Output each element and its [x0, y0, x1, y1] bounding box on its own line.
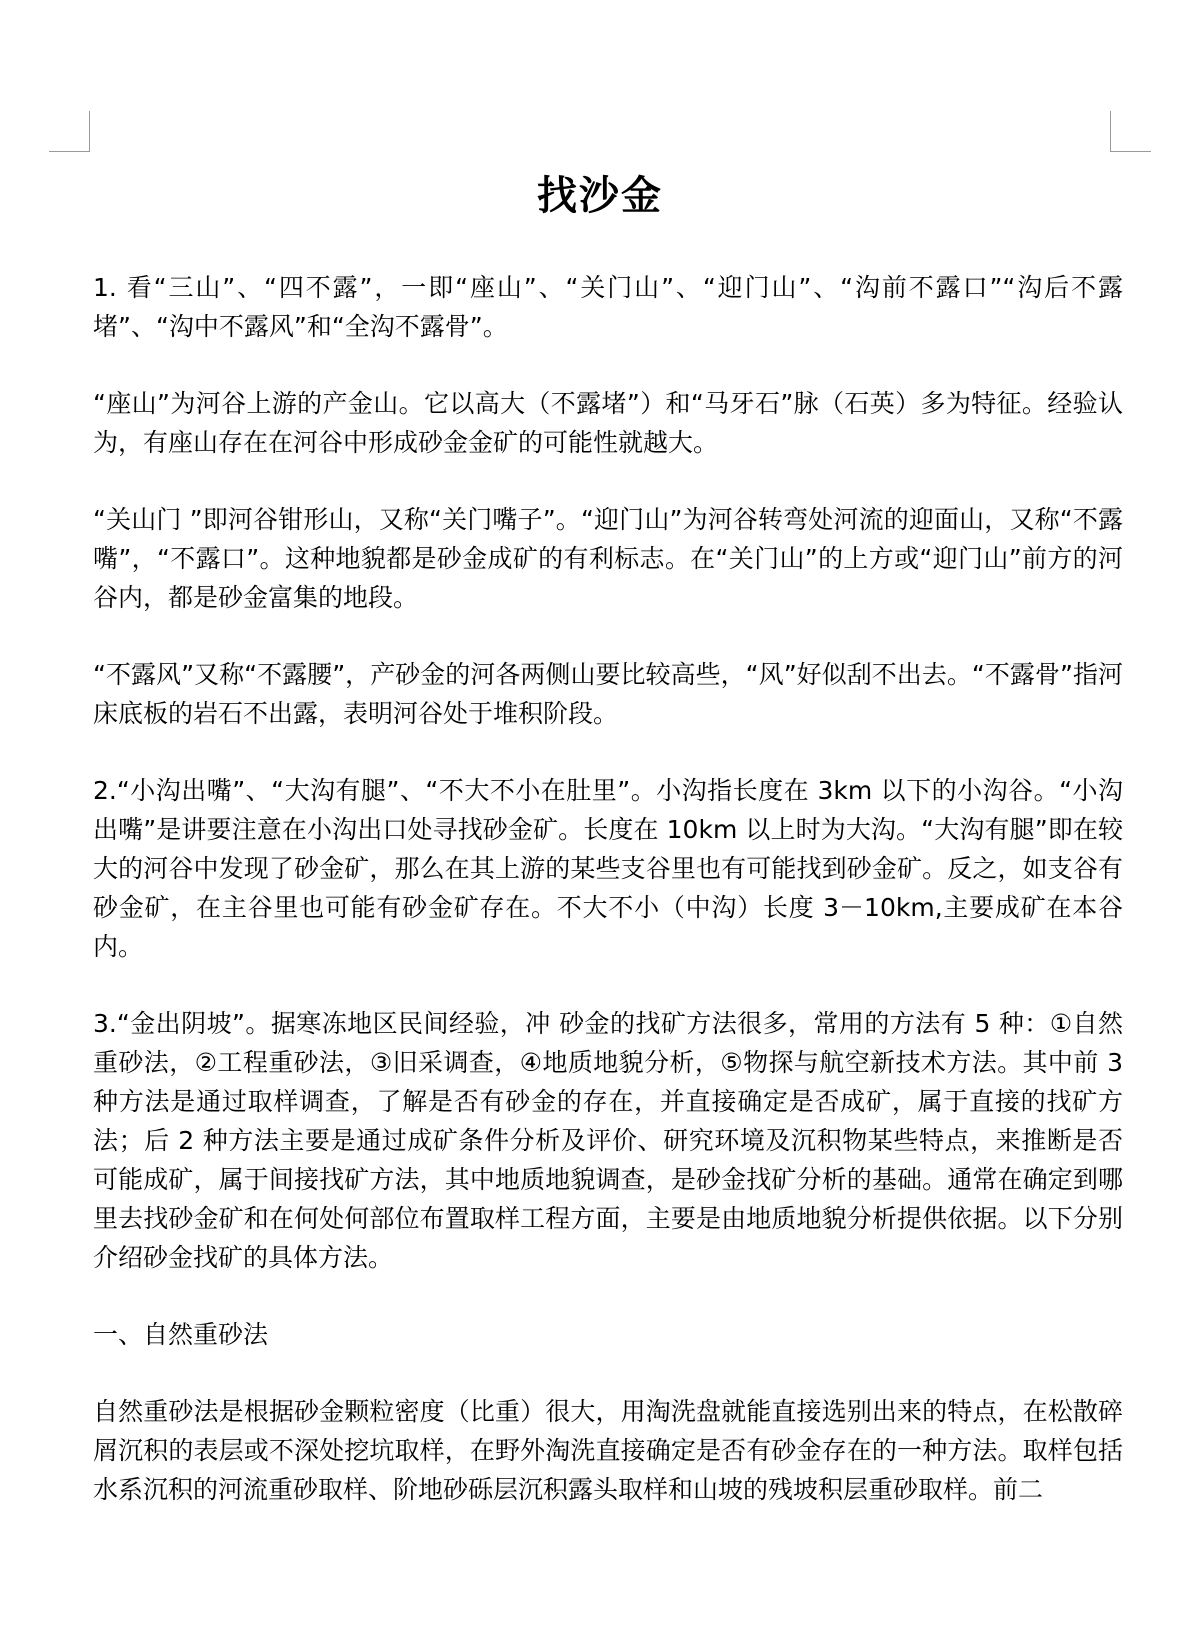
top-right-margin-marker [1110, 111, 1151, 152]
document-title: 找沙金 [537, 172, 663, 219]
paragraph-4: “不露风”又称“不露腰”，产砂金的河各两侧山要比较高些，“风”好似刮不出去。“不露骨”指河床底板的岩石不出露，表明河谷处于堆积阶段。 [93, 660, 1123, 728]
paragraph-6: 3.“金出阴坡”。据寒冻地区民间经验，冲 砂金的找矿方法很多，常用的方法有 5 种：①自然重砂法，②工程重砂法，③旧采调查，④地质地貌分析，⑤物探与航空新技术方法。其中前 3 种方法是通过取样调查，了解是否有砂金的存在，并直接确定是否成矿，属于直接的找矿方法；后 2 种方法主要是通过成矿条件分析及评价、研究环境及沉积物某些特点，来推断是否可能成矿，属于间接找矿方法，其中地质地貌调查，是砂金找矿分析的基础。通常在确定到哪里去找砂金矿和在何处何部位布置取样工程方面，主要是由地质地貌分析提供依据。以下分别介绍砂金找矿的具体方法。 [93, 1009, 1123, 1272]
paragraph-1: 1. 看“三山”、“四不露”，一即“座山”、“关门山”、“迎门山”、“沟前不露口”“沟后不露堵”、“沟中不露风”和“全沟不露骨”。 [93, 273, 1123, 341]
paragraph-3: “关山门 ”即河谷钳形山，又称“关门嘴子”。“迎门山”为河谷转弯处河流的迎面山，又称“不露嘴”，“不露口”。这种地貌都是砂金成矿的有利标志。在“关门山”的上方或“迎门山”前方的河谷内，都是砂金富集的地段。 [93, 505, 1123, 612]
document-body [93, 268, 1123, 1509]
paragraph-5: 2.“小沟出嘴”、“大沟有腿”、“不大不小在肚里”。小沟指长度在 3km 以下的小沟谷。“小沟出嘴”是讲要注意在小沟出口处寻找砂金矿。长度在 10km 以上时为大沟。“大沟有腿”即在较大的河谷中发现了砂金矿，那么在其上游的某些支谷里也有可能找到砂金矿。反之，如支谷有砂金矿，在主谷里也可能有砂金矿存在。不大不小（中沟）长度 3－10km,主要成矿在本谷内。 [93, 776, 1123, 961]
section-heading: 一、自然重砂法 [93, 1320, 269, 1349]
paragraph-2: “座山”为河谷上游的产金山。它以高大（不露堵”）和“马牙石”脉（石英）多为特征。经验认为，有座山存在在河谷中形成砂金金矿的可能性就越大。 [93, 389, 1123, 457]
top-left-margin-marker [49, 111, 90, 152]
paragraph-7: 自然重砂法是根据砂金颗粒密度（比重）很大，用淘洗盘就能直接选别出来的特点，在松散碎屑沉积的表层或不深处挖坑取样，在野外淘洗直接确定是否有砂金存在的一种方法。取样包括水系沉积的河流重砂取样、阶地砂砾层沉积露头取样和山坡的残坡积层重砂取样。前二 [93, 1397, 1123, 1504]
